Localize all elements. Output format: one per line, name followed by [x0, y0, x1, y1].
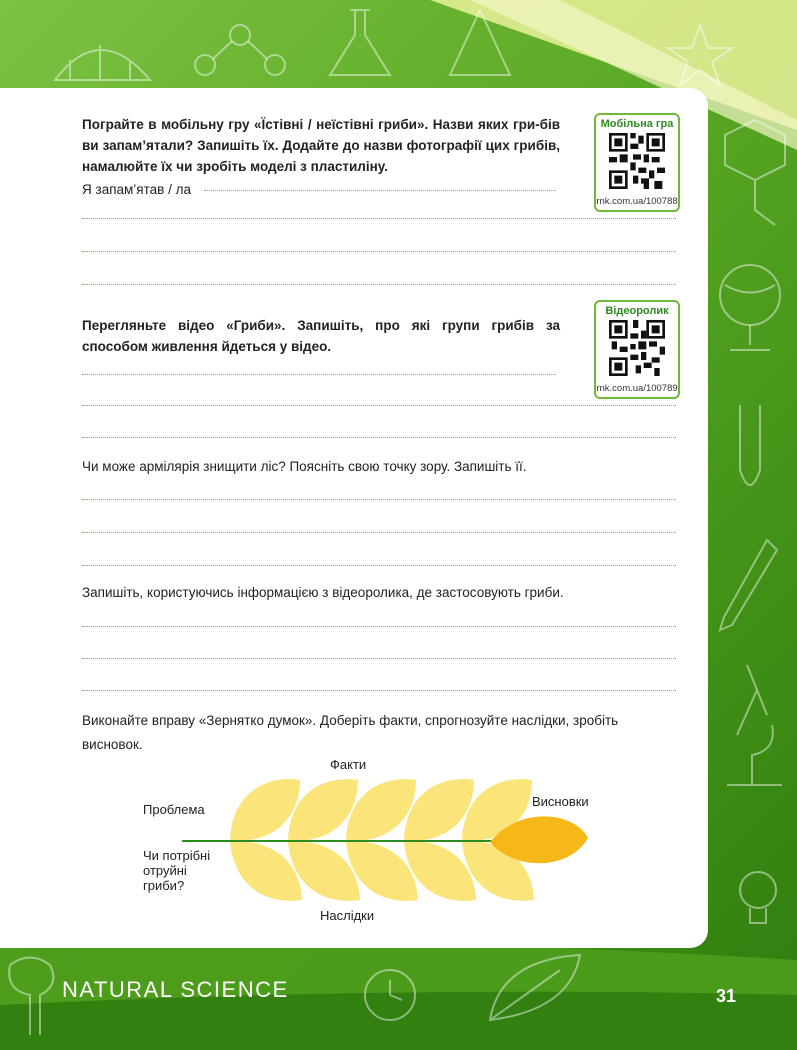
answer-line[interactable] — [204, 190, 556, 191]
qr-url[interactable]: rnk.com.ua/100788 — [596, 196, 678, 207]
qr-card-mobile-game[interactable] — [594, 113, 680, 212]
question-video-mushrooms: Перегляньте відео «Гриби». Запишіть, про які групи грибів за способом живлення йдеться у відео. — [82, 318, 560, 354]
answer-line[interactable] — [82, 626, 676, 627]
remembered-prompt: Я запам’ятав / ла — [82, 182, 191, 197]
qr-label: Відеоролик — [605, 305, 669, 317]
molecule-chain-doodle-icon — [715, 115, 795, 235]
clock-doodle-icon — [355, 955, 425, 1030]
triangle-doodle-icon — [440, 5, 520, 85]
question-mobile-game: Пограйте в мобільну гру «Їстівні / неїстівні гриби». Назви яких гри-бів ви запам’ятали? Запишіть їх. Додайте до назви фотографії цих грибів, намалюйте їх чи зробіть моделі з пластиліну. — [82, 117, 560, 174]
answer-line[interactable] — [82, 251, 676, 252]
flask-doodle-icon — [320, 5, 400, 85]
test-tube-doodle-icon — [720, 400, 780, 510]
question-mushroom-uses: Запишіть, користуючись інформацією з відеоролика, де застосовують гриби. — [82, 585, 564, 600]
protractor-doodle-icon — [50, 20, 160, 90]
problem-question: Чи потрібні отруйні гриби? — [143, 848, 211, 893]
pencil-doodle-icon — [712, 535, 782, 635]
conclusions-label: Висновки — [532, 794, 589, 809]
answer-line[interactable] — [82, 565, 676, 566]
question-thought-grain: Виконайте вправу «Зернятко думок». Доберіть факти, спрогнозуйте наслідки, зробіть висновок. — [82, 713, 619, 752]
consequences-label: Наслідки — [320, 908, 375, 923]
qr-label: Мобільна гра — [600, 118, 674, 130]
answer-line[interactable] — [82, 437, 676, 438]
answer-line[interactable] — [82, 374, 556, 375]
answer-line[interactable] — [82, 499, 676, 500]
lightbulb-doodle-icon — [728, 865, 788, 945]
answer-line[interactable] — [82, 284, 676, 285]
qr-code-icon[interactable] — [609, 320, 665, 376]
facts-label: Факти — [330, 757, 367, 772]
subject-title: NATURAL SCIENCE — [62, 977, 289, 1002]
answer-line[interactable] — [82, 405, 676, 406]
leaf-doodle-icon — [480, 950, 590, 1030]
question-armillaria: Чи може армілярія знищити ліс? Поясніть свою точку зору. Запишіть її. — [82, 459, 527, 474]
answer-line[interactable] — [82, 218, 676, 219]
globe-doodle-icon — [710, 255, 790, 365]
page-number: 31 — [716, 986, 737, 1006]
answer-line[interactable] — [82, 532, 676, 533]
problem-label: Проблема — [143, 802, 205, 817]
molecule-doodle-icon — [185, 15, 295, 85]
microscope-doodle-icon — [712, 655, 792, 805]
star-doodle-icon — [660, 20, 740, 90]
answer-line[interactable] — [82, 690, 676, 691]
qr-url[interactable]: rnk.com.ua/100789 — [596, 383, 678, 394]
qr-card-video[interactable] — [594, 300, 680, 399]
answer-line[interactable] — [82, 658, 676, 659]
thought-grain-diagram — [0, 750, 708, 930]
tree-doodle-icon — [0, 950, 60, 1040]
qr-code-icon[interactable] — [609, 133, 665, 189]
